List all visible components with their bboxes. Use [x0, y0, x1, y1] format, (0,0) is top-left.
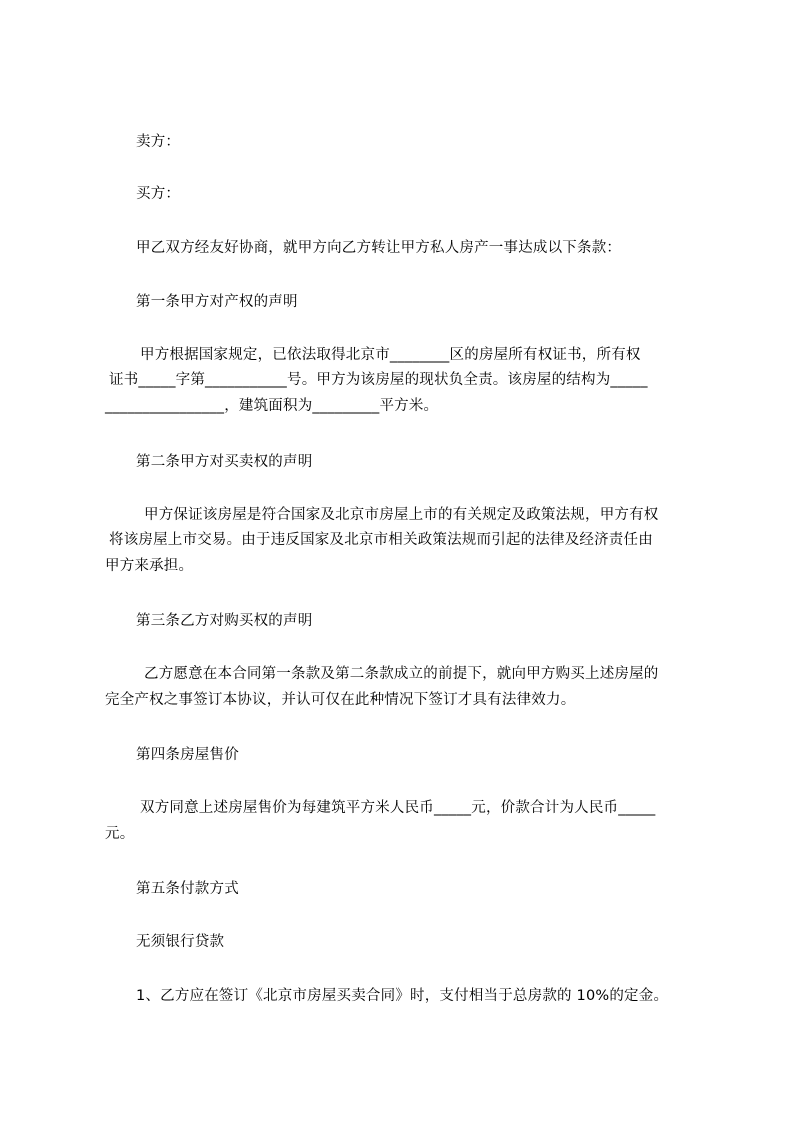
- article1-title: 第一条甲方对产权的声明: [136, 294, 298, 310]
- article4-line2: 元。: [105, 826, 135, 842]
- article1-line3: ________________，建筑面积为_________平方米。: [105, 398, 439, 414]
- article2-line1: 甲方保证该房屋是符合国家及北京市房屋上市的有关规定及政策法规，甲方有权: [144, 507, 659, 523]
- article1-line2: 证书_____字第___________号。甲方为该房屋的现状负全责。该房屋的结构为_____: [109, 372, 648, 388]
- article1-line1: 甲方根据国家规定，已依法取得北京市________区的房屋所有权证书，所有权: [140, 347, 641, 363]
- article5-title: 第五条付款方式: [136, 881, 239, 897]
- article4-title: 第四条房屋售价: [136, 747, 239, 763]
- article2-line3: 甲方来承担。: [105, 558, 194, 574]
- article2-line2: 将该房屋上市交易。由于违反国家及北京市相关政策法规而引起的法律及经济责任由: [109, 532, 653, 548]
- article2-title: 第二条甲方对买卖权的声明: [136, 454, 313, 470]
- article3-line1: 乙方愿意在本合同第一条款及第二条款成立的前提下，就向甲方购买上述房屋的: [144, 666, 659, 682]
- article3-line2: 完全产权之事签订本协议，并认可仅在此种情况下签订才具有法律效力。: [105, 692, 576, 708]
- article5-line2: 1、乙方应在签订《北京市房屋买卖合同》时，支付相当于总房款的 10%的定金。: [136, 988, 669, 1004]
- article5-line1: 无须银行贷款: [136, 934, 225, 950]
- intro-paragraph: 甲乙双方经友好协商，就甲方向乙方转让甲方私人房产一事达成以下条款：: [136, 240, 622, 256]
- article3-title: 第三条乙方对购买权的声明: [136, 613, 313, 629]
- seller-label: 卖方：: [136, 134, 181, 150]
- buyer-label: 买方：: [136, 186, 181, 202]
- article4-line1: 双方同意上述房屋售价为每建筑平方米人民币_____元，价款合计为人民币_____: [140, 800, 656, 816]
